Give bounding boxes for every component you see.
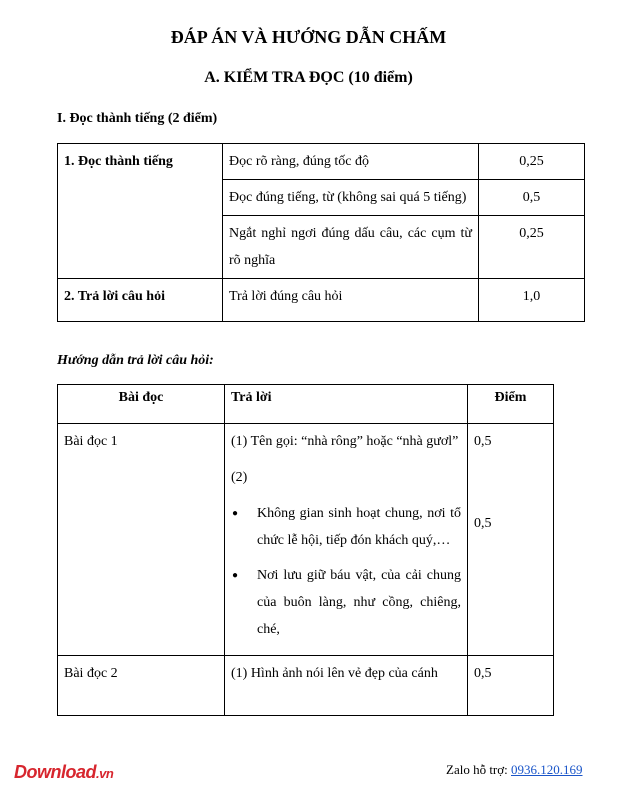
score-cell: 0,25 (479, 144, 585, 180)
score-cell: 1,0 (479, 279, 585, 322)
answer-part: (1) Tên gọi: “nhà rông” hoặc “nhà gươl” (231, 434, 459, 449)
support-phone-link[interactable]: 0936.120.169 (511, 762, 583, 777)
answer-bullet-list (231, 500, 461, 643)
answer-cell (225, 424, 468, 656)
score-cell: 0,5 (479, 180, 585, 216)
reading-cell: Bài đọc 2 (58, 656, 225, 716)
support-label: Zalo hỗ trợ: (446, 762, 508, 777)
logo-suffix: .vn (96, 766, 114, 781)
table-header-row (58, 385, 554, 424)
reading-cell: Bài đọc 1 (58, 424, 225, 656)
answer-guide-table (57, 384, 554, 716)
support-contact (446, 762, 583, 778)
reading-aloud-table (57, 143, 585, 322)
score-cell: 0,25 (479, 216, 585, 279)
score-cell (468, 424, 554, 656)
section-title: A. KIỂM TRA ĐỌC (10 điểm) (204, 69, 413, 86)
category-cell: 1. Đọc thành tiếng (58, 144, 223, 279)
criterion-cell: Trả lời đúng câu hỏi (223, 279, 479, 322)
table-row (58, 424, 554, 656)
score-value: 0,5 (474, 516, 492, 531)
criterion-cell: Đọc đúng tiếng, từ (không sai quá 5 tiếng) (223, 180, 479, 216)
score-cell: 0,5 (468, 656, 554, 716)
list-item: ● Nơi lưu giữ báu vật, của cải chung của buôn làng, như cồng, chiêng, ché, (257, 562, 461, 643)
table-row (58, 279, 585, 322)
table-row (58, 656, 554, 716)
answer-guide-heading: Hướng dẫn trả lời câu hỏi: (57, 353, 214, 368)
criterion-cell: Đọc rõ ràng, đúng tốc độ (223, 144, 479, 180)
document-title: ĐÁP ÁN VÀ HƯỚNG DẪN CHẤM (170, 27, 447, 47)
answer-part: (2) (231, 470, 248, 485)
column-header: Trả lời (225, 385, 468, 424)
column-header: Điểm (468, 385, 554, 424)
column-header: Bài đọc (58, 385, 225, 424)
category-cell: 2. Trả lời câu hỏi (58, 279, 223, 322)
reading-aloud-heading: I. Đọc thành tiếng (2 điểm) (57, 111, 218, 126)
download-logo[interactable] (14, 762, 113, 783)
answer-cell: (1) Hình ảnh nói lên vẻ đẹp của cánh (225, 656, 468, 716)
criterion-cell: Ngắt nghỉ ngơi đúng dấu câu, các cụm từ rõ nghĩa (223, 216, 479, 279)
score-value: 0,5 (474, 434, 492, 449)
list-item: ● Không gian sinh hoạt chung, nơi tổ chức lễ hội, tiếp đón khách quý,… (257, 500, 461, 554)
score-spacer (474, 455, 547, 510)
table-row (58, 144, 585, 180)
logo-text: Download (14, 762, 96, 782)
